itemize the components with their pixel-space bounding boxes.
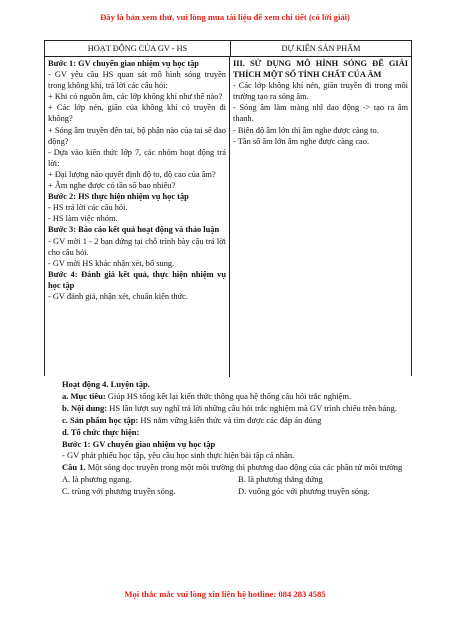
options-row-2 [62,486,414,498]
text-line: + Đại lượng nào quyết định độ to, độ cao của âm? [48,169,216,179]
text-line: - GV mời 1 - 2 bạn đứng tại chỗ trình bày câu trả lời cho câu hỏi. [48,236,226,257]
organization-heading: d. Tổ chức thực hiện: [62,426,140,437]
hotline-banner: Mọi thắc mắc vui lòng xin liên hệ hotline: 084 283 4585 [124,589,326,599]
text-line: - Các lớp không khí nén, giãn truyền đi trong môi trường tạo ra sóng âm. [233,81,408,102]
text-line: + Sóng âm truyền đến tai, bộ phận nào của tai sẽ dao động? [48,125,226,146]
teacher-student-column [45,57,230,377]
table-header [45,41,411,57]
goal-label: a. Mục tiêu: [62,390,106,401]
content-line [62,403,414,415]
text-line: - GV yêu cầu HS quan sát mô hình sóng truyền trong không khí, trả lời các câu hỏi: [48,70,226,91]
product-line [62,415,414,427]
content-label: b. Nội dung: [62,402,108,413]
text-line: - GV đánh giá, nhận xét, chuẩn kiến thức. [48,291,188,301]
header-teacher-student: HOẠT ĐỘNG CỦA GV - HS [45,41,231,56]
option-b: B. là phương thẳng đứng [238,474,323,485]
section-heading: Bước 4: Đánh giá kết quả, thực hiện nhiệm vụ học tập [48,269,226,290]
text-line: - Sóng âm làm màng nhĩ dao động -> tạo ra âm thanh. [233,103,408,124]
goal-text: Giúp HS tổng kết lại kiến thức thông qua hệ thống câu hỏi trắc nghiệm. [105,390,352,401]
lesson-table [44,40,412,376]
options-row-1 [62,474,414,486]
question-1 [62,462,414,474]
step1-text: - GV phát phiếu học tập, yêu cầu học sinh thực hiện bài tập cá nhân. [62,450,295,461]
product-label: c. Sản phẩm học tập: [62,414,139,425]
text-line: - HS trả lời các câu hỏi. [48,203,128,213]
question-1-label: Câu 1. [62,462,86,473]
text-line: - HS làm việc nhóm. [48,214,118,224]
option-d: D. vuông góc với phương truyền sóng. [238,486,370,497]
product-text: HS nắm vững kiến thức và tìm được các đáp án đúng [138,414,322,425]
goal-line [62,391,414,403]
section-heading: Bước 2: HS thực hiện nhiệm vụ học tập [48,192,189,202]
practice-section [62,379,414,498]
text-line: - Biên độ âm lớn thì âm nghe được càng to. [233,125,379,135]
text-line: - Dựa vào kiến thức lớp 7, các nhóm hoạt động trả lời: [48,147,226,168]
text-line: + Các lớp nén, giãn của không khí có truyền đi không? [48,103,226,124]
section-heading: III. SỬ DỤNG MÔ HÌNH SÓNG ĐỂ GIẢI THÍCH MỘT SỐ TÍNH CHẤT CỦA ÂM [233,59,408,80]
step1-heading: Bước 1: GV chuyển giao nhiệm vụ học tập [62,438,216,449]
preview-banner: Đây là bản xem thử, vui lòng mua tài liệu để xem chi tiết (có lời giải) [100,12,350,22]
text-line: + Âm nghe được có tần số bao nhiêu? [48,181,176,191]
content-text: HS lần lượt suy nghĩ trả lời những câu hỏi trắc nghiệm mà GV trình chiếu trên bảng. [107,402,397,413]
option-a: A. là phương ngang. [62,474,132,485]
header-expected-product: DỰ KIẾN SẢN PHẨM [281,44,361,53]
section-heading: Bước 1: GV chuyển giao nhiệm vụ học tập [48,59,199,68]
option-c: C. trùng với phương truyền sóng. [62,486,176,497]
activity-title: Hoạt động 4. Luyện tập. [62,379,150,389]
text-line: - GV mời HS khác nhận xét, bổ sung. [48,258,175,268]
expected-product-column [230,57,411,377]
question-1-text: Một sóng dọc truyền trong một môi trường thì phương dao động của các phần tử môi trường [85,462,403,473]
text-line: - Tần số âm lớn âm nghe được càng cao. [233,136,370,146]
section-heading: Bước 3: Báo cáo kết quả hoạt động và thảo luận [48,225,220,235]
text-line: + Khi có nguồn âm, các lớp không khí như thế nào? [48,92,223,102]
